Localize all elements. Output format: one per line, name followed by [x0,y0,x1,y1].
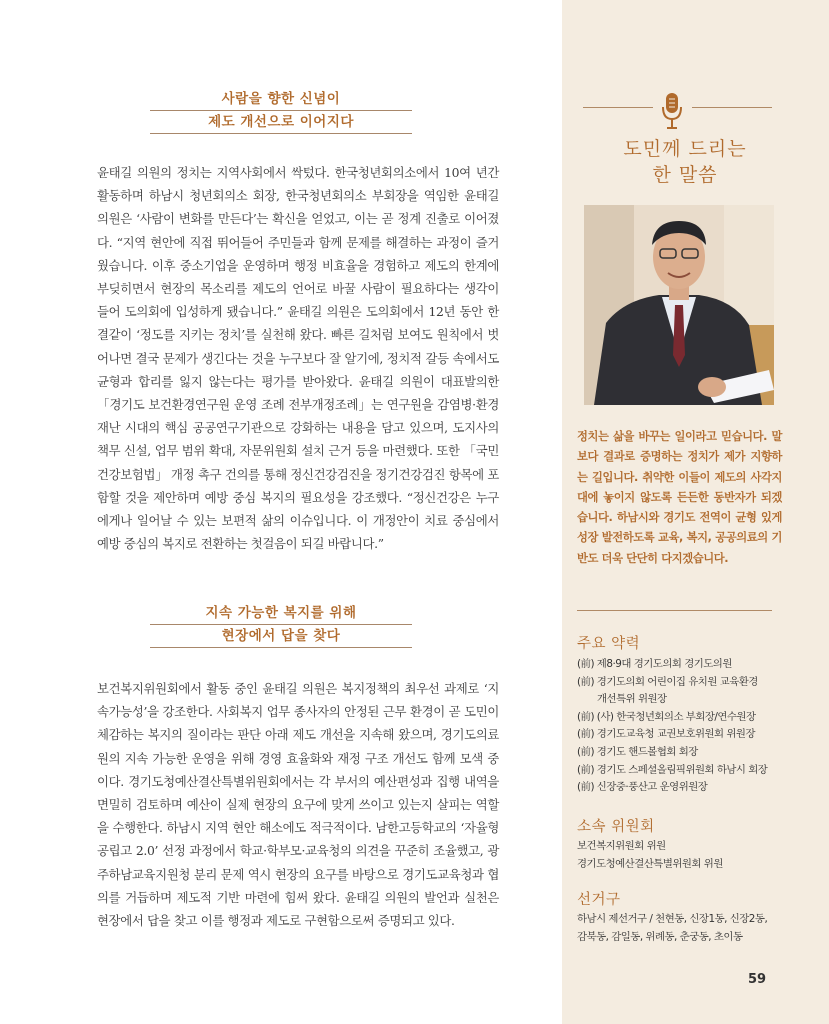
title-decor-right [692,107,772,108]
district-line: 하남시 제선거구 / 천현동, 신장1동, 신장2동, [577,913,768,925]
district-list [577,911,787,946]
career-item: (前) (사) 한국청년회의소 부회장/연수원장 [577,710,756,723]
section2-body: 보건복지위원회에서 활동 중인 윤태길 의원은 복지정책의 최우선 과제로 ‘지속가능성’을 강조한다. 사회복지 업무 종사자의 안정된 근무 환경이 곧 도민이 체감하는 복지의 질이라는 판단 아래 제도 개선을 지속해 왔으며, 경기도의료원의 지속 가능한 운영을 위해 경영 효율화와 재정 구조 개선도 함께 모색 중이다. 경기도청예산결산특별위원회에서는 각 부서의 예산편성과 집행 내역을 면밀히 검토하며 예산이 실제 현장의 요구에 맞게 쓰이고 있는지 살피는 역할을 수행한다. 하남시 지역 현안 해소에도 적극적이다. 남한고등학교의 ‘자율형 공립고 2.0’ 선정 과정에서 학교·학부모·교육청의 의견을 꾸준히 조율했고, 광주하남교육지원청 분리 문제 역시 현장의 요구를 바탕으로 경기도교육청과 협의를 거듭하며 제도적 기반 마련에 힘써 왔다. 윤태길 의원의 발언과 실천은 현장에서 답을 찾고 이를 행정과 제도로 구현함으로써 증명되고 있다. [97,681,499,929]
career-item: (前) 경기도교육청 교권보호위원회 위원장 [577,728,756,741]
page-number: 59 [748,972,767,987]
committee-heading: 소속 위원회 [577,819,655,835]
section1-heading-line2: 제도 개선으로 이어지다 [208,114,354,130]
section1-heading-line1: 사람을 향한 신념이 [221,91,341,107]
career-item: (前) 경기도 스페셜올림픽위원회 하남시 회장 [577,763,768,776]
sidebar-title [580,136,790,188]
career-item: (前) 경기도 핸드볼협회 회장 [577,745,698,758]
career-item: (前) 경기도의회 어린이집 유치원 교육환경 [577,675,758,688]
section1-body: 윤태길 의원의 정치는 지역사회에서 싹텄다. 한국청년회의소에서 10여 년간 활동하며 하남시 청년회의소 회장, 한국청년회의소 부회장을 역임한 윤태길 의원은 ‘사람이 변화를 만든다’는 확신을 얻었고, 이는 곧 정계 진출로 이어졌다. “지역 현안에 직접 뛰어들어 주민들과 함께 문제를 해결하는 과정이 즐거웠습니다. 이후 중소기업을 운영하며 행정 비효율을 경험하고 제도의 한계에 부딪히면서 현장의 목소리를 제도의 언어로 바꿀 사람이 필요하다는 생각이 들어 도의회에 입성하게 됐습니다.” 윤태길 의원은 도의회에서 12년 동안 한결같이 ‘정도를 지키는 정치’를 실천해 왔다. 빠른 길처럼 보여도 원칙에서 벗어나면 결국 문제가 생긴다는 것을 누구보다 잘 알기에, 정치적 갈등 속에서도 균형과 합리를 잃지 않는다는 평가를 받아왔다. 윤태길 의원이 대표발의한 「경기도 보건환경연구원 운영 조례 전부개정조례」는 연구원을 감염병·환경재난 시대의 핵심 공공연구기관으로 강화하는 내용을 담고 있으며, 도지사의 책무 신설, 업무 범위 확대, 자문위원회 설치 근거 등을 마련했다. 또한 「국민건강보험법」 개정 촉구 건의를 통해 정신건강검진을 정기건강검진 항목에 포함할 것을 제안하며 예방 중심 복지의 필요성을 강조했다. “정신건강은 누구에게나 일어날 수 있는 보편적 삶의 이슈입니다. 이 개정안이 치료 중심에서 예방 중심의 복지로 전환하는 첫걸음이 되길 바랍니다.” [97,165,499,552]
committee-item: 경기도청예산결산특별위원회 위원 [577,857,723,870]
sidebar-quote: 정치는 삶을 바꾸는 일이라고 믿습니다. 말보다 결과로 증명하는 정치가 제가 지향하는 길입니다. 취약한 이들이 제도의 사각지대에 놓이지 않도록 든든한 동반자가 되겠습니다. 하남시와 경기도 전역이 균형 있게 성장 발전하도록 교육, 복지, 공공의료의 기반도 더욱 단단히 다지겠습니다. [577,430,782,565]
sidebar-divider [577,610,772,611]
career-heading: 주요 약력 [577,636,641,652]
career-item: (前) 신장중·풍산고 운영위원장 [577,781,708,794]
section1-heading [150,88,412,134]
section2-heading [150,602,412,648]
district-line: 감북동, 감일동, 위례동, 춘궁동, 초이동 [577,930,743,943]
career-list [577,656,787,797]
councilor-portrait [584,205,774,405]
committee-item: 보건복지위원회 위원 [577,840,666,852]
heading-rule [150,647,412,648]
section2-heading-line1: 지속 가능한 복지를 위해 [205,605,357,621]
sidebar-title-line1: 도민께 드리는 [623,138,747,160]
committee-list [577,838,787,873]
title-decor-left [583,107,653,108]
sidebar-title-line2: 한 말씀 [652,164,718,186]
district-heading: 선거구 [577,892,621,908]
career-item: 개선특위 위원장 [597,693,667,706]
career-item: (前) 제8·9대 경기도의회 경기도의원 [577,658,732,670]
microphone-icon [660,91,684,131]
heading-rule [150,133,412,134]
section2-heading-line2: 현장에서 답을 찾다 [221,628,341,644]
